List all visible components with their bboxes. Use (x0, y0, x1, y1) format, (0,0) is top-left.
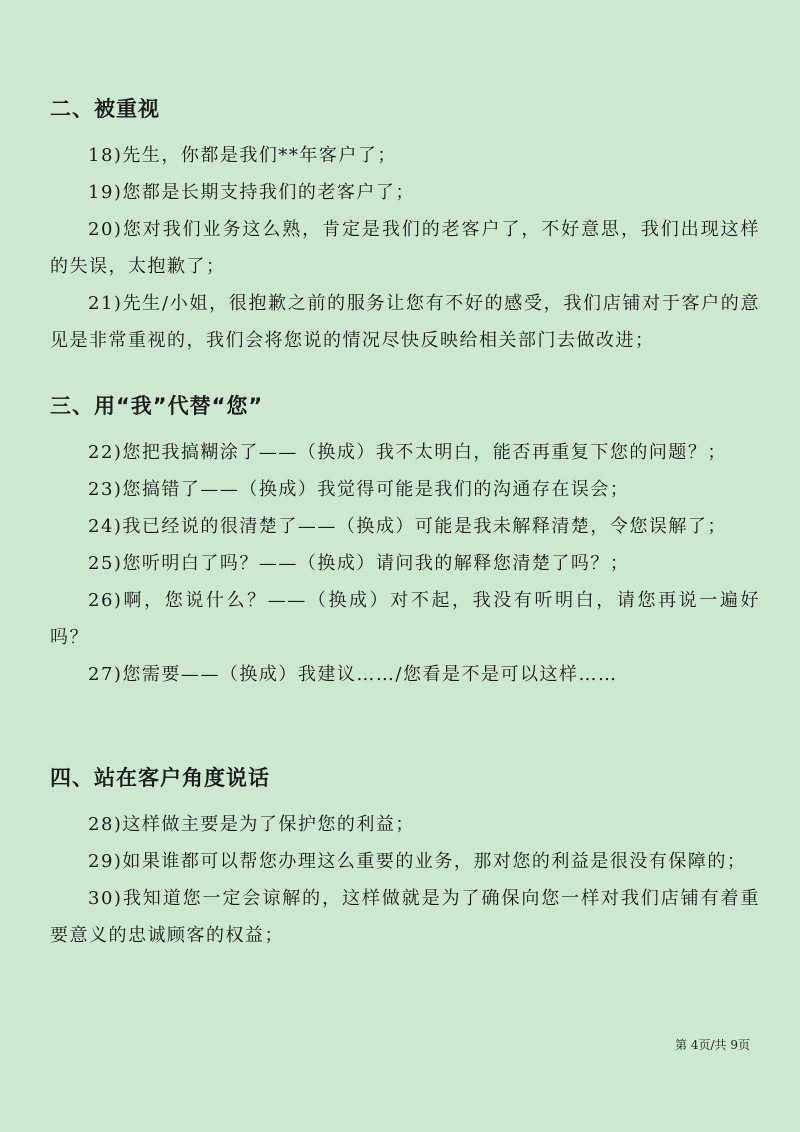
list-item: 29)如果谁都可以帮您办理这么重要的业务，那对您的利益是很没有保障的； (88, 851, 747, 872)
list-item: 20)您对我们业务这么熟，肯定是我们的老客户了，不好意思，我们出现这样的失误，太抱歉了； (50, 219, 760, 277)
list-item: 22)您把我搞糊涂了——（换成）我不太明白，能否再重复下您的问题？； (88, 442, 727, 463)
section-being-valued (50, 95, 760, 359)
list-item: 27)您需要——（换成）我建议……/您看是不是可以这样…… (88, 664, 618, 685)
list-item: 25)您听明白了吗？——（换成）请问我的解释您清楚了吗？； (88, 553, 630, 574)
list-item: 30)我知道您一定会谅解的，这样做就是为了确保向您一样对我们店铺有着重要意义的忠诚顾客的权益； (50, 888, 760, 946)
page-number: 第 4页/共 9页 (675, 1038, 750, 1052)
section-use-i-instead-of-you (50, 392, 760, 693)
list-item: 19)您都是长期支持我们的老客户了； (88, 182, 415, 203)
list-item: 18)先生，你都是我们**年客户了； (88, 145, 397, 166)
list-item: 21)先生/小姐，很抱歉之前的服务让您有不好的感受，我们店铺对于客户的意见是非常重视的，我们会将您说的情况尽快反映给相关部门去做改进； (50, 293, 760, 351)
list-item: 28)这样做主要是为了保护您的利益； (88, 814, 415, 835)
section-title: 二、被重视 (50, 97, 160, 121)
section-customer-perspective (50, 764, 760, 954)
list-item: 24)我已经说的很清楚了——（换成）可能是我未解释清楚，令您误解了； (88, 516, 727, 537)
list-item: 26)啊，您说什么？——（换成）对不起，我没有听明白，请您再说一遍好吗？ (50, 590, 760, 648)
section-title: 四、站在客户角度说话 (50, 766, 270, 790)
section-title: 三、用“我”代替“您” (50, 394, 264, 418)
list-item: 23)您搞错了——（换成）我觉得可能是我们的沟通存在误会； (88, 479, 630, 500)
